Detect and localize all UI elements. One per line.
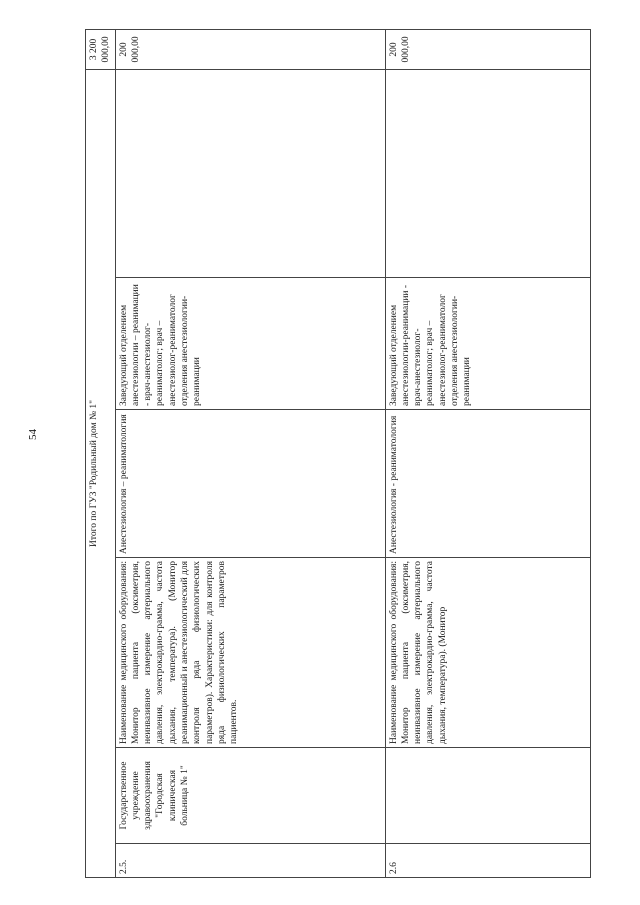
equipment-table	[85, 29, 591, 878]
table-row	[115, 29, 385, 877]
profile-cell: Анестезиология - реаниматология	[385, 410, 590, 558]
blank-cell	[385, 69, 590, 277]
row-number: 2.5.	[115, 844, 385, 878]
table-row	[385, 29, 590, 877]
staff-cell: Заведующий отделением анестезиологии-реанимации - врач-анестезиолог-реаниматолог; врач – анестезиолог-реаниматолог отделения анестезиологии-реанимации	[385, 278, 590, 410]
document-sheet	[85, 29, 591, 878]
page-number: 54	[27, 429, 39, 440]
amount-cell: 200 000,00	[115, 29, 385, 69]
blank-cell	[115, 69, 385, 277]
institution-cell	[385, 748, 590, 844]
equipment-cell: Наименование медицинского оборудования: Монитор пациента (оксиметрия, неинвазивное измерение артериального давления, электрокардио-грамма, частота дыхания, температура). (Монитор	[385, 558, 590, 748]
total-label: Итого по ГУЗ "Родильный дом № 1"	[86, 69, 116, 877]
amount-cell: 200 000,00	[385, 29, 590, 69]
total-row	[86, 29, 116, 877]
total-amount: 3 200 000,00	[86, 29, 116, 69]
row-number: 2.6	[385, 844, 590, 878]
equipment-cell: Наименование медицинского оборудования: Монитор пациента (оксиметрия, неинвазивное измерение артериального давления, электрокардио-грамма, частота дыхания, температура). (Монитор реанимационный и анестезиологический для контроля ряда физиологических параметров). Характеристики: для контроля ряда физиологических параметров пациентов.	[115, 558, 385, 748]
profile-cell: Анестезиология – реаниматология	[115, 410, 385, 558]
staff-cell: Заведующий отделением анестезиологии – реанимации - врач-анестезиолог-реаниматолог; врач – анестезиолог-реаниматолог отделения анестезиологии-реанимации	[115, 278, 385, 410]
institution-cell: Государственное учреждение здравоохранения "Городская клиническая больница № 1"	[115, 748, 385, 844]
